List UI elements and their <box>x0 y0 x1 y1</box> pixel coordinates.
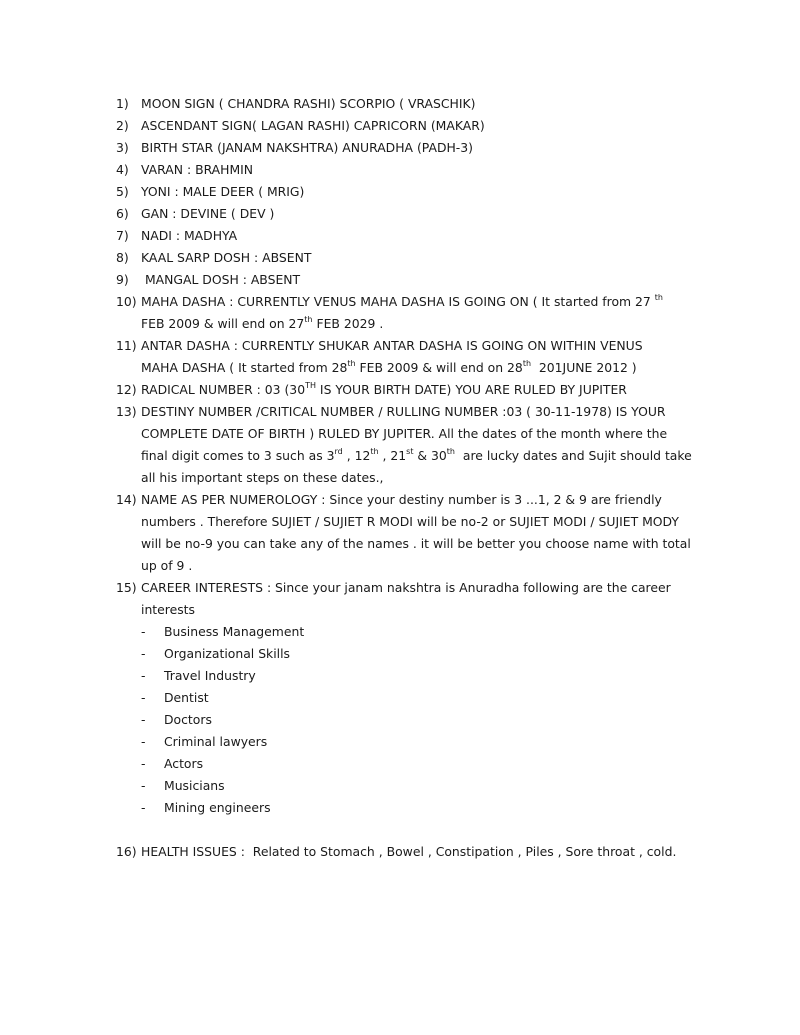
item-number: 2) <box>116 118 129 133</box>
text-line <box>141 313 716 335</box>
text-run: are lucky dates and Sujit should take <box>455 448 692 463</box>
list-item-text: Doctors <box>164 712 212 727</box>
text-line: all his important steps on these dates., <box>141 470 384 485</box>
list-item-text: Business Management <box>164 624 305 639</box>
text-line <box>141 445 716 467</box>
item-number: 9) <box>116 272 129 287</box>
item-text: NADI : MADHYA <box>141 228 238 243</box>
list-item-text: Mining engineers <box>164 800 271 815</box>
list-item-text: Travel Industry <box>164 668 256 683</box>
item-text: ASCENDANT SIGN( LAGAN RASHI) CAPRICORN (MAKAR) <box>141 118 485 133</box>
text-line: NAME AS PER NUMEROLOGY : Since your destiny number is 3 ...1, 2 & 9 are friendly <box>141 492 662 507</box>
superscript: TH <box>305 380 316 390</box>
superscript: th <box>654 292 663 302</box>
text-line <box>141 291 716 313</box>
item-number: 15) <box>116 580 137 595</box>
bullet-dash: - <box>141 756 146 771</box>
item-mangal-dosh <box>116 269 716 291</box>
text-run: FEB 2009 & will end on 27 <box>141 316 305 331</box>
text-line: DESTINY NUMBER /CRITICAL NUMBER / RULLING NUMBER :03 ( 30-11-1978) IS YOUR <box>141 404 666 419</box>
superscript: th <box>522 358 532 368</box>
list-item-text: Actors <box>164 756 204 771</box>
item-number: 3) <box>116 140 129 155</box>
item-text: MANGAL DOSH : ABSENT <box>141 272 301 287</box>
item-number: 12) <box>116 382 137 397</box>
bullet-dash: - <box>141 712 146 727</box>
item-text <box>141 379 716 401</box>
item-number: 16) <box>116 844 137 859</box>
item-moon-sign <box>116 93 716 115</box>
text-line: up of 9 . <box>141 558 193 573</box>
text-run: & 30 <box>413 448 447 463</box>
bullet-dash: - <box>141 646 146 661</box>
item-text: HEALTH ISSUES : Related to Stomach , Bowel , Constipation , Piles , Sore throat , cold. <box>141 844 677 859</box>
text-run: MAHA DASHA ( It started from 28 <box>141 360 348 375</box>
text-line <box>141 357 716 379</box>
superscript: th <box>370 446 379 456</box>
item-number: 13) <box>116 404 137 419</box>
bullet-dash: - <box>141 800 146 815</box>
item-kaal-sarp-dosh <box>116 247 716 269</box>
bullet-dash: - <box>141 778 146 793</box>
item-text: VARAN : BRAHMIN <box>141 162 254 177</box>
item-text <box>141 489 716 577</box>
item-text: KAAL SARP DOSH : ABSENT <box>141 250 312 265</box>
text-run: FEB 2009 & will end on 28 <box>355 360 523 375</box>
superscript: rd <box>334 446 343 456</box>
item-antar-dasha <box>116 335 716 379</box>
text-run: IS YOUR BIRTH DATE) YOU ARE RULED BY JUPITER <box>315 382 627 397</box>
item-number: 4) <box>116 162 129 177</box>
text-line: interests <box>141 602 195 617</box>
item-radical-number <box>116 379 716 401</box>
item-nadi <box>116 225 716 247</box>
item-number: 5) <box>116 184 129 199</box>
item-maha-dasha <box>116 291 716 335</box>
item-number: 6) <box>116 206 129 221</box>
text-run: FEB 2029 . <box>312 316 384 331</box>
item-destiny-number <box>116 401 716 489</box>
item-name-numerology <box>116 489 716 577</box>
text-line: will be no-9 you can take any of the names . it will be better you choose name with total <box>141 536 691 551</box>
superscript: th <box>446 446 455 456</box>
list-item-text: Dentist <box>164 690 209 705</box>
list-item-text: Musicians <box>164 778 225 793</box>
superscript: st <box>406 446 414 456</box>
text-run: 201JUNE 2012 ) <box>531 360 637 375</box>
item-number: 7) <box>116 228 129 243</box>
text-line: CAREER INTERESTS : Since your janam nakshtra is Anuradha following are the career <box>141 580 671 595</box>
bullet-dash: - <box>141 734 146 749</box>
text-line: numbers . Therefore SUJIET / SUJIET R MODI will be no-2 or SUJIET MODI / SUJIET MODY <box>141 514 679 529</box>
text-run: RADICAL NUMBER : 03 (30 <box>141 382 306 397</box>
item-number: 1) <box>116 96 129 111</box>
item-text <box>141 577 716 621</box>
text-run: , 12 <box>342 448 371 463</box>
item-text: MOON SIGN ( CHANDRA RASHI) SCORPIO ( VRASCHIK) <box>141 96 476 111</box>
list-item-text: Organizational Skills <box>164 646 291 661</box>
item-number: 14) <box>116 492 137 507</box>
item-career-interests <box>116 577 716 621</box>
item-text <box>141 401 716 489</box>
item-number: 10) <box>116 294 137 309</box>
item-birth-star <box>116 137 716 159</box>
superscript: th <box>347 358 356 368</box>
item-varan <box>116 159 716 181</box>
text-line: COMPLETE DATE OF BIRTH ) RULED BY JUPITER. All the dates of the month where the <box>141 426 668 441</box>
item-health-issues <box>116 841 716 863</box>
item-gan <box>116 203 716 225</box>
item-number: 8) <box>116 250 129 265</box>
list-item-text: Criminal lawyers <box>164 734 268 749</box>
item-text: BIRTH STAR (JANAM NAKSHTRA) ANURADHA (PADH-3) <box>141 140 473 155</box>
superscript: th <box>304 314 313 324</box>
bullet-dash: - <box>141 668 146 683</box>
item-text: GAN : DEVINE ( DEV ) <box>141 206 275 221</box>
item-ascendant-sign <box>116 115 716 137</box>
item-text <box>141 335 716 379</box>
text-run: final digit comes to 3 such as 3 <box>141 448 335 463</box>
text-run: MAHA DASHA : CURRENTLY VENUS MAHA DASHA IS GOING ON ( It started from 27 <box>141 294 655 309</box>
bullet-dash: - <box>141 690 146 705</box>
item-number: 11) <box>116 338 137 353</box>
item-text: YONI : MALE DEER ( MRIG) <box>141 184 305 199</box>
text-run: , 21 <box>378 448 407 463</box>
item-text <box>141 291 716 335</box>
item-yoni <box>116 181 716 203</box>
bullet-dash: - <box>141 624 146 639</box>
text-line: ANTAR DASHA : CURRENTLY SHUKAR ANTAR DASHA IS GOING ON WITHIN VENUS <box>141 338 643 353</box>
